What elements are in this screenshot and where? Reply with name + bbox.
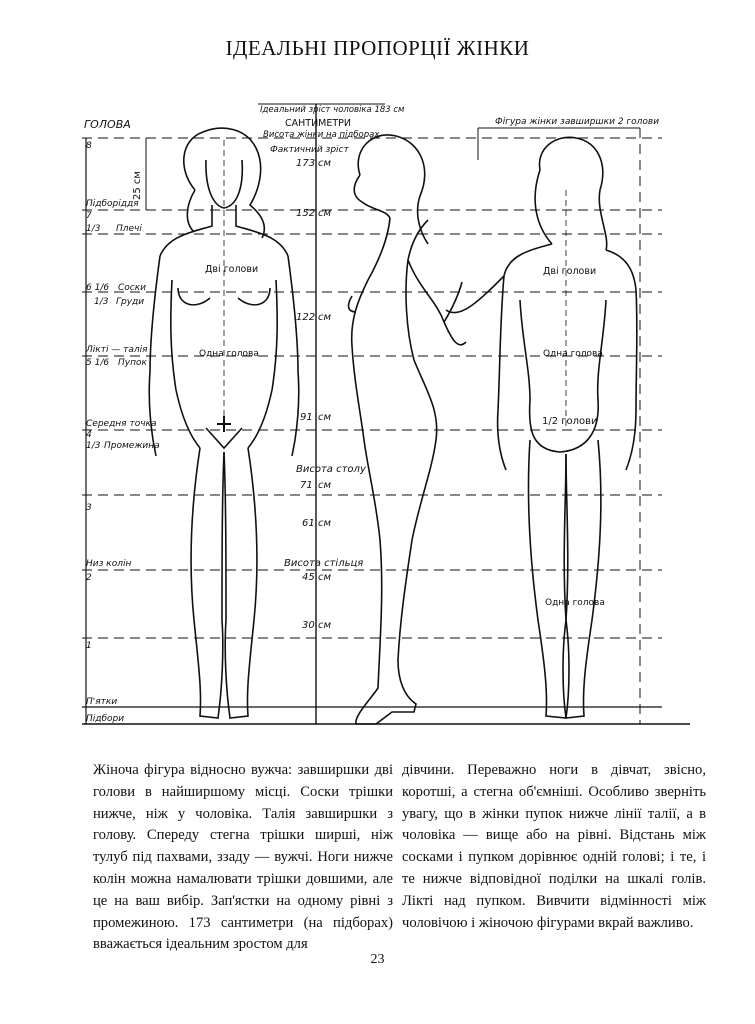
cm-unit: см xyxy=(318,412,332,423)
left-label-num: 1/3 xyxy=(86,441,101,451)
left-label-text: Груди xyxy=(116,297,145,307)
page-title: ІДЕАЛЬНІ ПРОПОРЦІЇ ЖІНКИ xyxy=(225,36,530,60)
center-header-line1: Ідеальний зріст чоловіка 183 см xyxy=(260,105,405,115)
left-label-num: 2 xyxy=(86,573,92,583)
left-label-num: 7 xyxy=(86,211,92,221)
left-label-text: Низ колін xyxy=(86,559,132,569)
left-label-num: 6 1/6 xyxy=(86,283,110,293)
cm-unit: см xyxy=(318,312,332,323)
left-label-num: 1/3 xyxy=(86,224,101,234)
left-label-text: Підбори xyxy=(86,714,125,724)
text-column-left: Жіноча фігура відносно вужча: завширшки дві голови в найширшому місці. Соски трішки нижче, ніж у чоловіка. Талія завширшки з голову. Спереду стегна трішки ширші, ніж тулуб під пахвами, ззаду — вужчі. Ноги нижче колін можна намалювати трішки довшими, але це на ваш вибір. Зап'ястки на одному рівні з промежиною. 173 сантиметри (на підборах) вважається ідеальним зростом для xyxy=(93,762,393,953)
left-label-num: 1 xyxy=(86,641,92,651)
cm-unit: см xyxy=(318,572,332,583)
header-head-label: ГОЛОВА xyxy=(84,118,131,131)
left-label-text: Підборіддя xyxy=(86,199,139,209)
back-one-head-waist-label: Одна голова xyxy=(543,349,603,359)
center-header-line3: Висота жінки на підборах xyxy=(263,130,380,140)
cm-mark: 45 xyxy=(302,572,315,583)
back-two-heads-label: Дві голови xyxy=(543,266,597,277)
vertical-25cm-label: 25 см xyxy=(132,171,143,200)
center-header-line4: Фактичний зріст xyxy=(270,145,349,155)
text-column-right: дівчини. Переважно ноги в дівчат, звісно, коротші, а стегна об'ємніші. Особливо зверніть увагу, що в жінки пупок нижче лінії талії, а в чоловіка — вище або на рівні. Відстань між сосками і пупком дорівнює одній голові; і те, і те нижче відповідної поділки на шкалі голів. Лікті над пупком. Вивчити відмінності між чоловічою і жіночою фігурами вкрай важливо. xyxy=(402,762,706,931)
left-label-text: Плечі xyxy=(116,224,142,234)
back-one-head-leg-label: Одна голова xyxy=(545,598,605,608)
cm-unit: см xyxy=(318,208,332,219)
front-one-head-label: Одна голова xyxy=(199,349,259,359)
page-number: 23 xyxy=(370,952,385,967)
left-label-text: Пупок xyxy=(118,358,147,368)
left-label-text: Промежина xyxy=(104,441,160,451)
center-header-line2: САНТИМЕТРИ xyxy=(285,118,352,129)
cm-mark: 152 xyxy=(296,208,316,219)
cm-mark: 91 xyxy=(300,412,313,423)
cm-mark: 61 xyxy=(302,518,315,529)
table-height-label: Висота столу xyxy=(296,464,366,475)
left-label-text: П'ятки xyxy=(86,697,118,707)
cm-mark: 173 xyxy=(296,158,316,169)
left-label-text: Соски xyxy=(118,283,147,293)
left-label-text: Лікті — талія xyxy=(86,345,148,355)
cm-unit: см xyxy=(318,518,332,529)
left-label-num: 4 xyxy=(86,430,92,440)
cm-mark: 122 xyxy=(296,312,316,323)
cm-scale xyxy=(284,158,367,631)
front-two-heads-label: Дві голови xyxy=(205,264,259,275)
left-label-num: 8 xyxy=(86,141,92,151)
left-label-text: Середня точка xyxy=(86,419,157,429)
left-label-num: 3 xyxy=(86,503,92,513)
cm-unit: см xyxy=(318,158,332,169)
left-label-num: 5 1/6 xyxy=(86,358,110,368)
left-scale-labels xyxy=(85,141,160,724)
chair-height-label: Висота стільця xyxy=(284,558,364,569)
back-half-head-label: 1/2 голови xyxy=(542,416,598,427)
cm-mark: 30 xyxy=(302,620,315,631)
cm-mark: 71 xyxy=(300,480,313,491)
header-right-label: Фігура жінки завширшки 2 голови xyxy=(495,117,660,127)
left-label-num: 1/3 xyxy=(94,297,109,307)
cm-unit: см xyxy=(318,620,332,631)
cm-unit: см xyxy=(318,480,332,491)
